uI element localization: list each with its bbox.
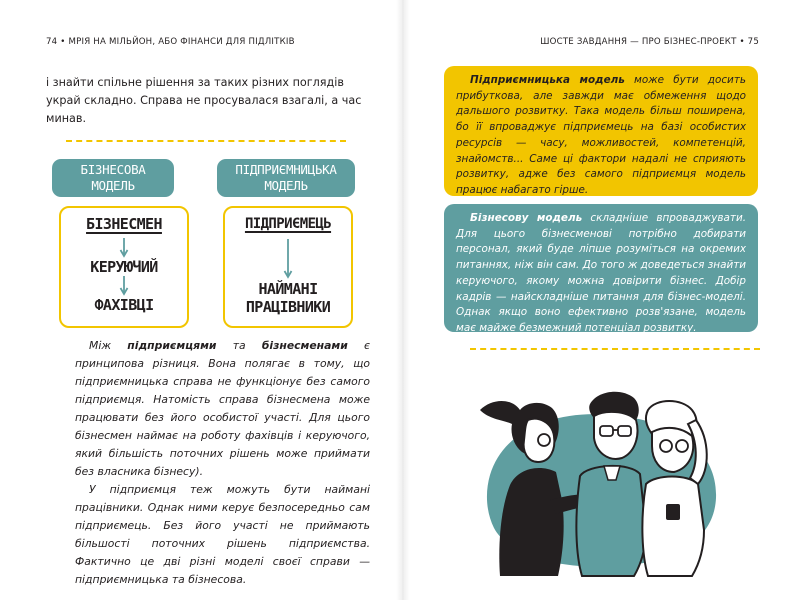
business-model-card [59,206,189,328]
entrepreneur-model-card [223,206,353,328]
arrow-down-icon [119,238,129,258]
business-model-box [444,204,758,332]
paragraph-1-bold-entrepreneurs: підприємцями [127,339,217,352]
business-model-box-body: складніше впроваджувати. Для цього бізнесменові потрібно добирати персонал, який буде ліпше розуміться на окремих питаннях, ніж він сам. До того ж доведеться знайти керуючого, якому можна довірити бізнес. Добір кадрів — найскладніше питання для бізнес-моделі. Однак якщо воно ефективно розв'язане, модель має майже безмежний потенціал розвитку. [456,212,746,334]
running-head-left: 74 • МРІЯ НА МІЛЬЙОН, АБО ФІНАНСИ ДЛЯ ПІДЛІТКІВ [46,37,295,47]
entrepreneur-model-box-text [456,73,746,199]
employees-label-line1: НАЙМАНІ [258,280,318,298]
running-head-right: ШОСТЕ ЗАВДАННЯ — ПРО БІЗНЕС-ПРОЕКТ • 75 [540,37,759,47]
entrepreneur-model-heading [217,159,355,197]
business-model-box-text [456,211,746,337]
dashed-divider-right [470,348,760,350]
intro-text: і знайти спільне рішення за таких різних поглядів украй складно. Справа не просувалася взагалі, а час минав. [46,76,362,125]
three-people-illustration [470,380,740,580]
business-model-box-bold: Бізнесову модель [470,212,583,224]
italic-explanation [75,337,370,589]
paragraph-2: У підприємця теж можуть бути наймані працівники. Однак ними керує безпосередньо сам підприємець. Без його участі не приймають більшості поточних рішень підприємства. Фактично це дві різні моделі своєї справи — підприємницька та бізнесова. [75,483,370,586]
right-page [402,0,805,600]
specialists-label: ФАХІВЦІ [94,296,154,314]
manager-label: КЕРУЮЧИЙ [90,258,158,276]
paragraph-1-mid: та [216,339,262,352]
entrepreneur-model-box [444,66,758,196]
entrepreneur-model-heading-text: ПІДПРИЄМНИЦЬКА МОДЕЛЬ [235,162,337,193]
paragraph-1-rest: є принципова різниця. Вона полягає в тому, що підприємницька справа не функціонує без самого підприємця. Натомість справа бізнесмена може працювати без його особистої участі. Для цього бізнесмен наймає на роботу фахівців і керуючого, який більшість поточних рішень може приймати без власника бізнесу). [75,339,370,478]
business-model-heading-text: БІЗНЕСОВА МОДЕЛЬ [80,162,146,193]
paragraph-1-bold-businessmen: бізнесменами [261,339,348,352]
entrepreneur-model-box-body: може бути досить прибуткова, але завжди має обмеження щодо дальшого розвитку. Така модель більш поширена, бо її впроваджує підприємець на базі особистих ресурсів — часу, можливостей, компетенцій, знайомств... Саме ці фактори надалі не сприяють розвитку, адже без самого підприємця модель працює набагато гірше. [456,74,746,196]
business-model-heading [52,159,174,197]
left-page [0,0,402,600]
businessman-label: БІЗНЕСМЕН [86,215,162,233]
dashed-divider-top [66,140,346,142]
arrow-down-icon [283,239,293,279]
paragraph-1-start: Між [89,339,128,352]
employees-label-line2: ПРАЦІВНИКИ [245,298,331,316]
paragraph-1 [75,337,370,481]
entrepreneur-label: ПІДПРИЄМЕЦЬ [244,216,332,232]
arrow-down-icon [119,276,129,296]
entrepreneur-model-box-bold: Підприємницька модель [470,74,625,86]
